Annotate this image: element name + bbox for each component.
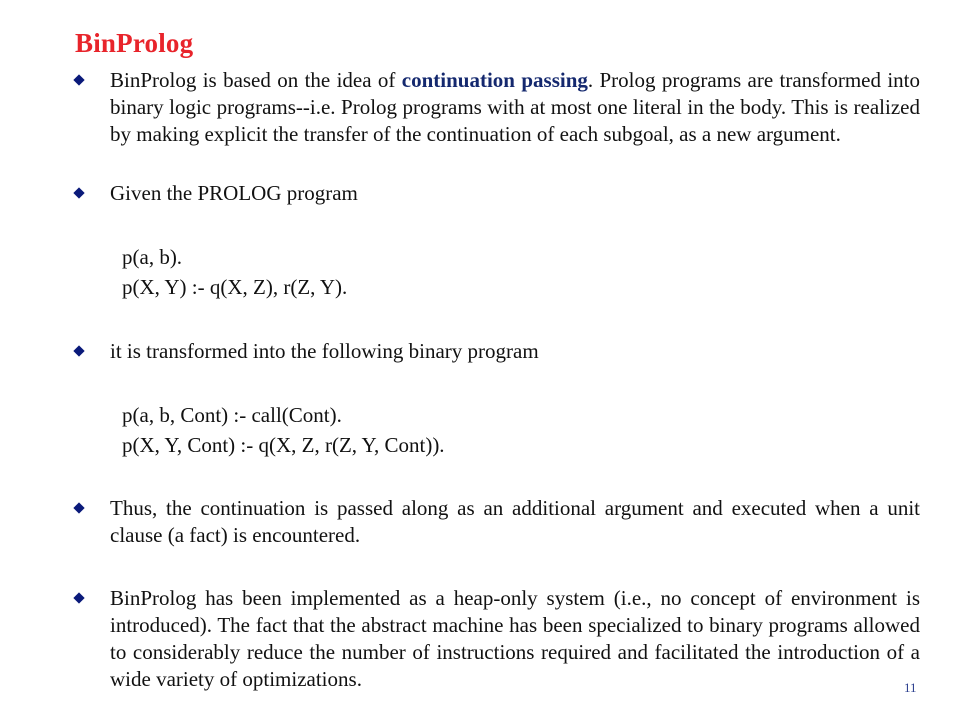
code-line: p(X, Y, Cont) :- q(X, Z, r(Z, Y, Cont)).: [122, 433, 445, 457]
page-number: 11: [904, 680, 917, 695]
binary-program-code: [122, 400, 445, 460]
bullet-continuation-passing: [75, 67, 920, 148]
diamond-bullet-icon: [73, 187, 84, 198]
diamond-bullet-icon: [73, 502, 84, 513]
slide-title: BinProlog: [75, 28, 194, 58]
bullet-text-pre: BinProlog is based on the idea of: [110, 68, 402, 92]
diamond-bullet-icon: [73, 345, 84, 356]
diamond-bullet-icon: [73, 592, 84, 603]
bullet-text: Given the PROLOG program: [110, 181, 358, 205]
code-line: p(a, b).: [122, 245, 183, 269]
bullet-text: Thus, the continuation is passed along as an additional argument and executed when a unit clause (a fact) is encountered.: [110, 496, 920, 547]
bullet-text: it is transformed into the following binary program: [110, 339, 539, 363]
bullet-unit-clause: [75, 495, 920, 549]
bullet-transformed: [75, 338, 920, 365]
code-line: p(X, Y) :- q(X, Z), r(Z, Y).: [122, 275, 348, 299]
code-line: p(a, b, Cont) :- call(Cont).: [122, 403, 342, 427]
bullet-text: BinProlog has been implemented as a heap-only system (i.e., no concept of environment is introduced). The fact that the abstract machine has been specialized to binary programs allowed to considerably reduce the number of instructions required and facilitated the introduction of a wide variety of optimizations.: [110, 586, 920, 691]
continuation-passing-term: continuation passing: [401, 68, 588, 92]
diamond-bullet-icon: [73, 74, 84, 85]
bullet-text-post: . Prolog programs are transformed into binary logic programs--i.e. Prolog programs with at most one literal in the body. This is realized by making explicit the transfer of the continuation of each subgoal, as a new argument.: [110, 68, 921, 146]
bullet-heap-only: [75, 585, 920, 693]
original-program-code: [122, 242, 347, 302]
bullet-text: [110, 67, 920, 148]
bullet-given-program: [75, 180, 920, 207]
